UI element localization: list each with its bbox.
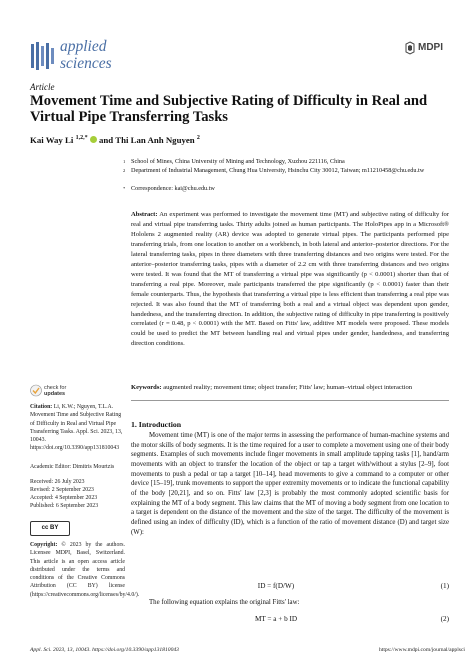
mdpi-logo[interactable] <box>405 41 445 60</box>
correspondence-marker: * <box>123 186 126 191</box>
author-line <box>30 135 200 145</box>
academic-editor: Academic Editor: Dimitris Mourtzis <box>30 464 115 470</box>
citation-text: Li, K.W.; Nguyen, T.L.A. Movement Time and Subjective Rating of Difficulty in Real and Virtual Pipe Transferring Tasks. Appl. Sci. 2023, 13, 10043. https://doi.org/10.3390/app131810043 <box>30 404 123 452</box>
affiliation-2 <box>123 167 431 175</box>
abstract-text: An experiment was performed to investigate the movement time (MT) and subjective rating of difficulty for real and virtual pipe transferring tasks. Thirty adults joined as human participants. The HoloPipes app in a Microsoft® Hololens 2 augmented reality (AR) device was adopted to generate virtual pipes. The participants performed pipe transferring trials, from one location to another on a workbench, in both lateral and anterior–posterior directions. For the lateral transferring tasks, pipes in three diameters with three transferring distances and two origins were tested. For the anterior–posterior transferring tasks, pipes with a diameter of 2.2 cm with three transferring distances and two origins were tested. It was found that the MT of transferring a virtual pipe was significantly (p < 0.0001) shorter than that of transferring a real pipe. Moreover, male participants transferred the pipe significantly (p < 0.0001) faster than their female counterparts. Thus, the hypothesis that transferring a virtual pipe is less efficient than transferring a real pipe was rejected. It was also found that the MT of transferring both a real and a virtual object was dependent upon gender, handedness, and the transferring direction. In addition, the subjective rating of difficulty in pipe transferring is positively correlated (r = 0.48, p < 0.0001) with the MT. Based on Fitts' law, additive MT models were proposed. These models could be used to predict the MT between handling real and virtual pipes under gender, handedness, and transferring direction conditions. <box>131 211 449 348</box>
copyright-text: © 2023 by the authors. Licensee MDPI, Basel, Switzerland. This article is an open access article distributed under the terms and conditions of the Creative Commons Attribution (CC BY) license (https://creativecommons.org/licenses/by/4.0/). <box>30 542 140 598</box>
affiliation-1 <box>123 158 451 166</box>
correspondence-text: Correspondence: kai@chu.edu.tw <box>131 185 215 192</box>
keywords-text: augmented reality; movement time; object transfer; Fitts' law; human–virtual object interaction <box>163 384 413 391</box>
footer-citation[interactable]: Appl. Sci. 2023, 13, 10043. https://doi.org/10.3390/app131810043 <box>30 647 179 653</box>
cc-by-license-badge[interactable]: cc BY <box>30 521 70 536</box>
affiliation-2-text: Department of Industrial Management, Chung Hua University, Hsinchu City 30012, Taiwan; m11210458@chu.edu.tw <box>131 167 425 174</box>
mdpi-label: MDPI <box>418 42 443 53</box>
date-accepted: Accepted: 4 September 2023 <box>30 495 98 501</box>
keywords <box>131 383 449 392</box>
citation-label: Citation: <box>30 404 53 410</box>
equation-2-expression: MT = a + b ID <box>254 615 298 623</box>
article-type: Article <box>30 82 55 92</box>
page-footer <box>30 647 465 653</box>
affiliation-2-marker: 2 <box>123 168 126 173</box>
section-heading-introduction: 1. Introduction <box>131 420 182 429</box>
copyright-label: Copyright: <box>30 542 58 548</box>
introduction-paragraph-2: The following equation explains the original Fitts' law: <box>149 599 300 606</box>
equation-1-number: (1) <box>440 582 449 590</box>
introduction-paragraph-1: Movement time (MT) is one of the major terms in assessing the performance of human-machine systems and the motor skills of body segments. It is the time required for a user to complete a movement using one of their body segments. Examples of such movements include finger movements in small amplitude tapping tasks [1], hand/arm movements with an object to transfer the location of the object or tap a target with/without a stylus [2–9], foot movements to push a pedal or tap a target [10–14], head movements to give a command to a computer or other device [15–19], trunk movements to support the upper extremity movements or to indicate the functional capability of the body [20,21], and so on. Fitts' law [2,3] is probably the most commonly adopted scientific basis for explaining the MT of a body segment. This law claims that the MT of moving a body segment from one location to a target is dependent on the distance of the movement and the size of the target. The difficulty of the movement is defined using an index of difficulty (ID), which is a function of the ratio of movement distance (D) and target size (W): <box>131 432 449 536</box>
affiliation-1-marker: 1 <box>123 159 126 164</box>
abstract-label: Abstract: <box>131 211 158 218</box>
affiliation-1-text: School of Mines, China University of Mining and Technology, Xuzhou 221116, China <box>131 158 345 165</box>
date-revised: Revised: 2 September 2023 <box>30 487 94 493</box>
author-2-name: Thi Lan Anh Nguyen <box>115 135 195 145</box>
check-line-1: check for <box>44 385 67 391</box>
date-received: Received: 26 July 2023 <box>30 479 85 485</box>
article-title: Movement Time and Subjective Rating of Difficulty in Real and Virtual Pipe Transferring Tasks <box>30 93 428 125</box>
abstract <box>131 210 449 349</box>
author-connector: and <box>96 135 116 145</box>
copyright-block <box>30 541 140 599</box>
citation-block <box>30 403 125 453</box>
orcid-icon[interactable] <box>90 136 97 143</box>
author-2-superscript: 2 <box>196 135 200 142</box>
author-1-superscript: 1,2,* <box>75 135 88 142</box>
check-line-2: updates <box>44 391 66 397</box>
equation-1-expression: ID = f(D/W) <box>257 582 295 590</box>
footer-journal-link[interactable]: https://www.mdpi.com/journal/applsci <box>378 647 465 653</box>
journal-name-line2: sciences <box>60 55 112 72</box>
check-for-updates-label[interactable] <box>44 385 66 397</box>
affiliation-correspondence <box>123 185 451 193</box>
date-published: Published: 6 September 2023 <box>30 503 99 509</box>
keywords-label: Keywords: <box>131 384 162 391</box>
author-1-name: Kai Way Li <box>30 135 74 145</box>
journal-name <box>60 38 112 72</box>
equation-2-number: (2) <box>440 615 449 623</box>
check-for-updates-icon[interactable] <box>30 384 42 397</box>
section-divider <box>131 400 449 401</box>
journal-name-line1: applied <box>60 38 107 55</box>
journal-logo-icon <box>30 40 56 72</box>
